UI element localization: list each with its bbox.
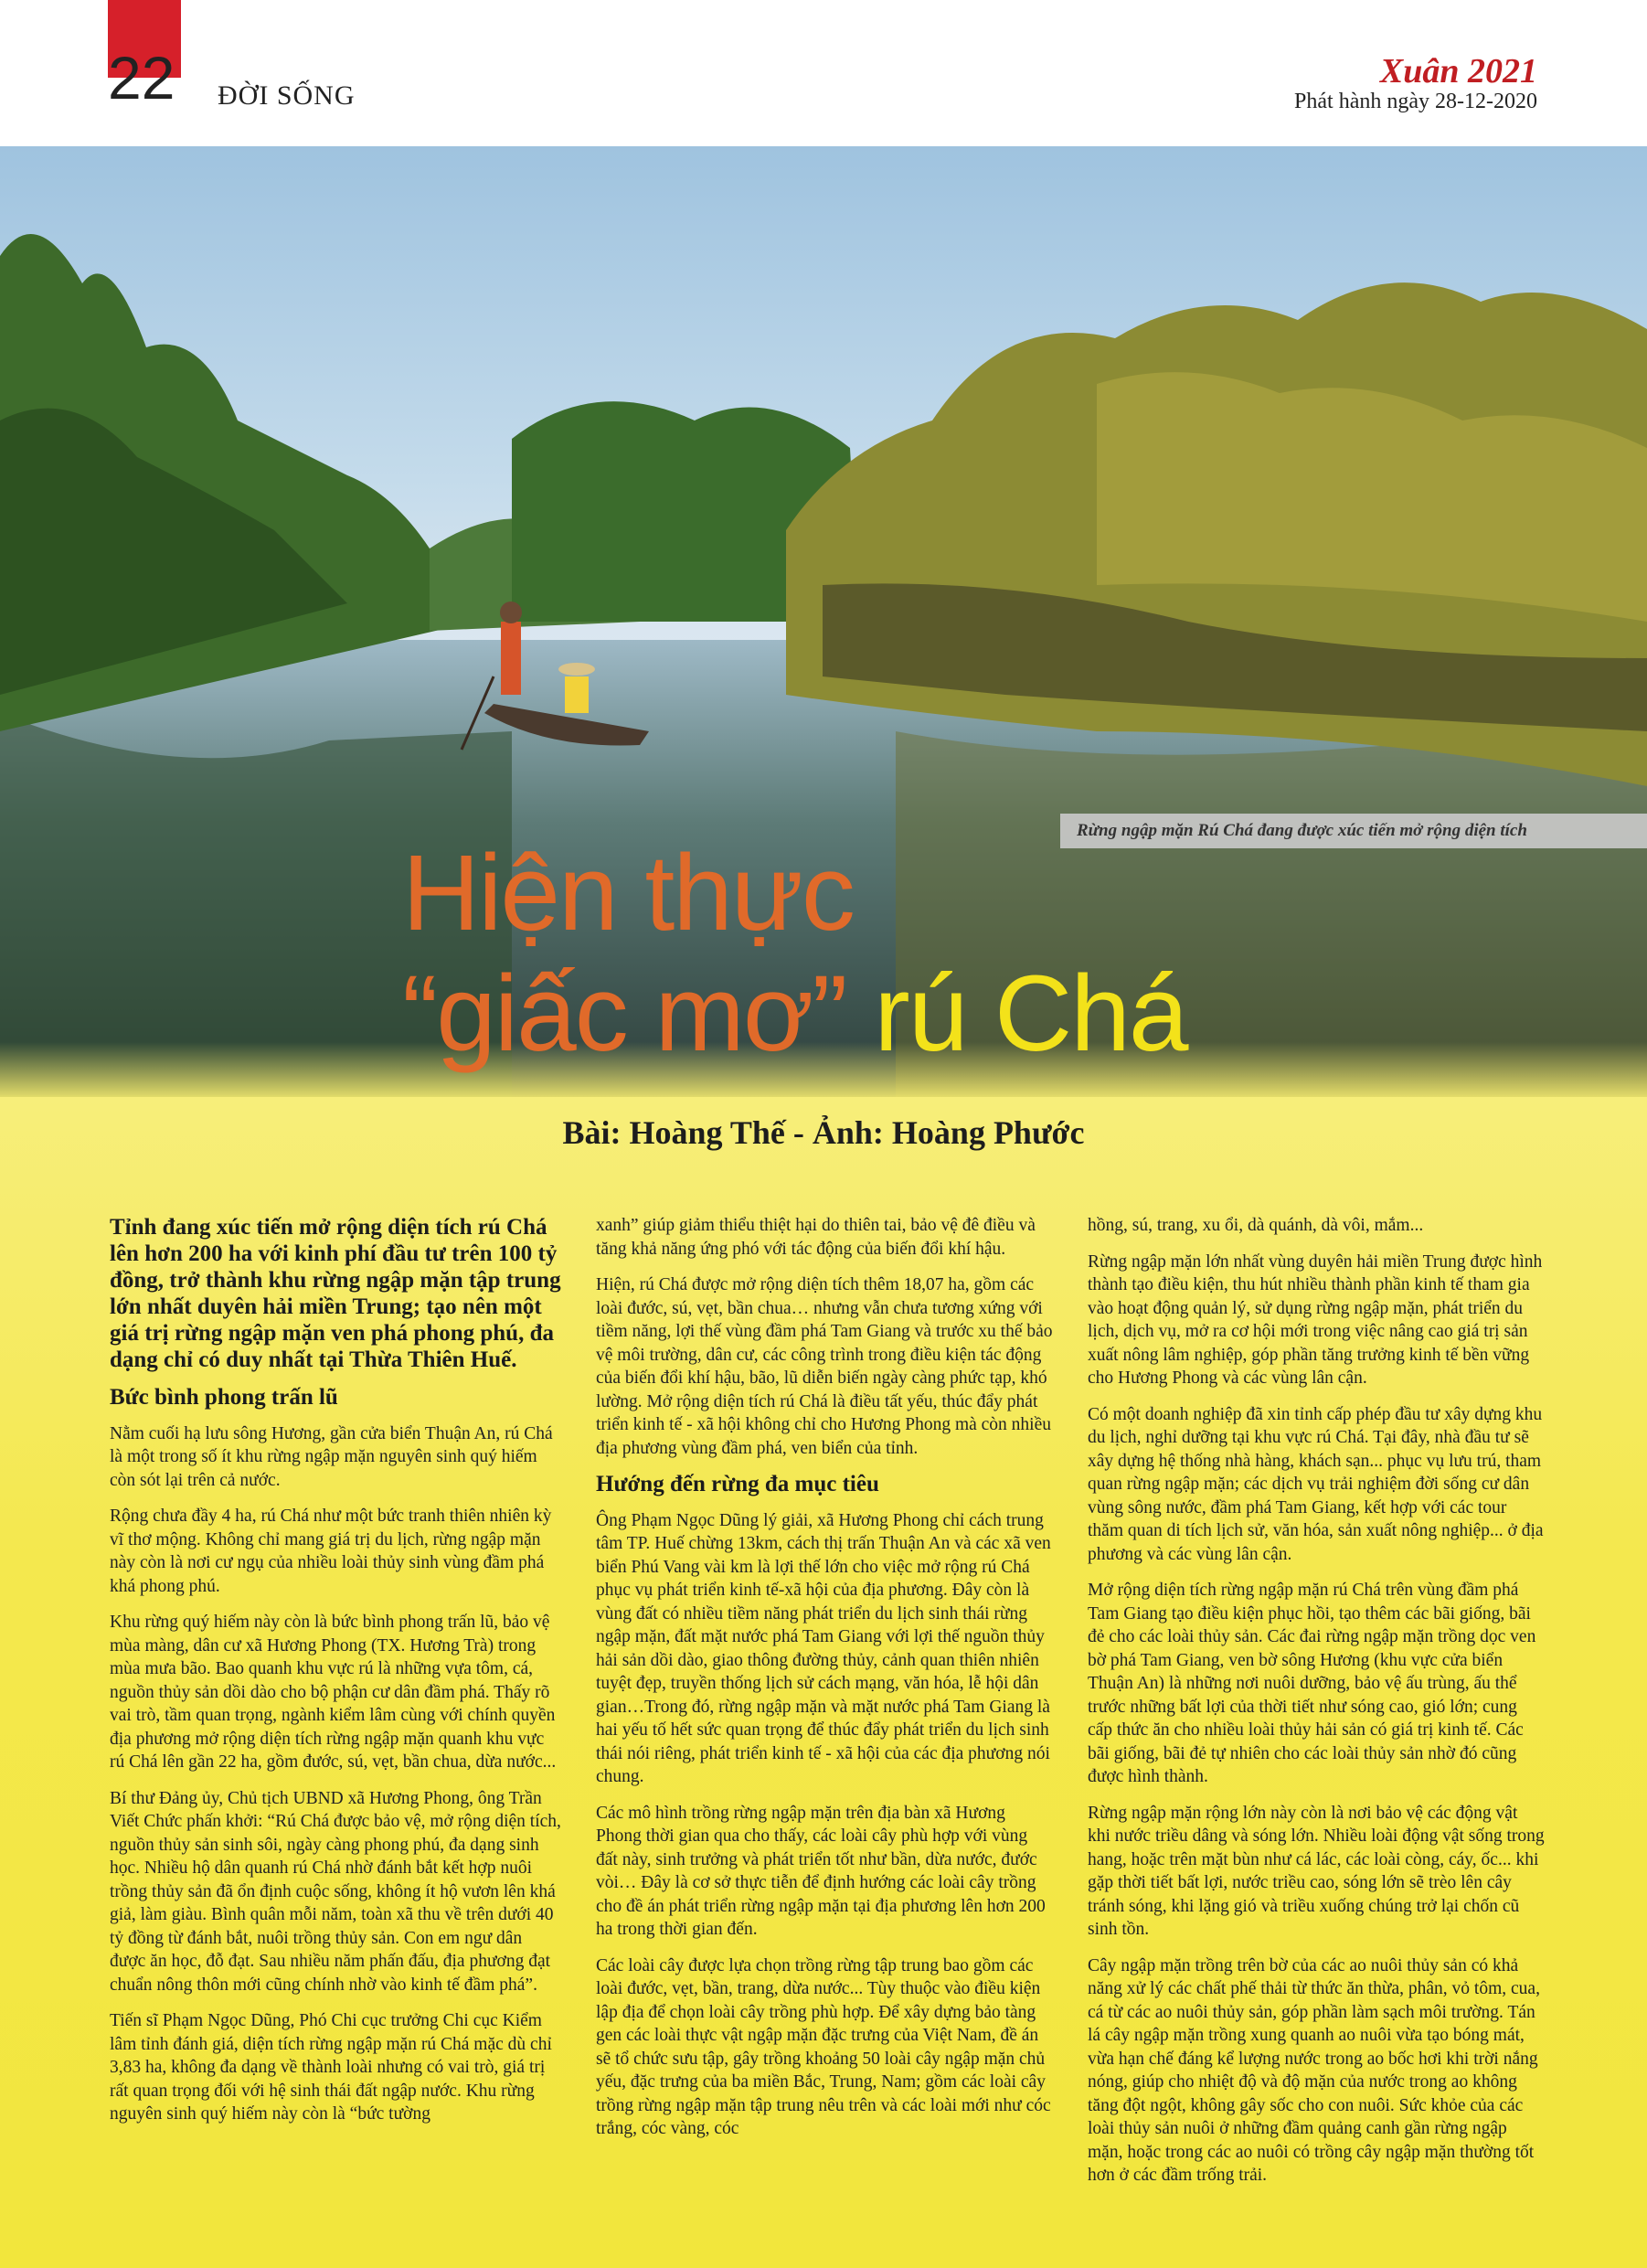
paragraph: Hiện, rú Chá được mở rộng diện tích thêm 18,07 ha, gồm các loài đước, sú, vẹt, bần chua… nhưng vẫn chưa tương xứng với tiềm năng, lợi thế vùng đầm phá Tam Giang và trước xu thế bảo vệ môi trường, dân cư, các công trình trong điều kiện tác động của biến đổi khí hậu, bão, lũ diễn biến ngày càng phức tạp, khó lường. Mở rộng diện tích rú Chá là điều tất yếu, thúc đẩy phát triển kinh tế - xã hội không chỉ cho Hương Phong mà còn nhiều địa phương vùng đầm phá, ven biển của tỉnh.: [596, 1275, 1053, 1458]
paragraph: Khu rừng quý hiếm này còn là bức bình phong trấn lũ, bảo vệ mùa màng, dân cư xã Hương Phong (TX. Hương Trà) trong mùa mưa bão. Bao quanh khu vực rú là những vựa tôm, cá, nguồn thủy sản dồi dào cho bộ phận cư dân đầm phá. Thấy rõ vai trò, tầm quan trọng, ngành kiểm lâm cùng với chính quyền địa phương mở rộng diện tích rừng ngập mặn quanh khu vực rú Chá lên gần 22 ha, gồm đước, sú, vẹt, bần chua, dừa nước...: [110, 1613, 557, 1772]
paragraph: Tiến sĩ Phạm Ngọc Dũng, Phó Chi cục trưởng Chi cục Kiểm lâm tỉnh đánh giá, diện tích rừng ngập mặn rú Chá mặc dù chỉ 3,83 ha, không đa dạng về thành loài nhưng có vai trò, giá trị rất quan trọng đối với hệ sinh thái đất ngập nước. Khu rừng nguyên sinh quý hiếm này còn là “bức tường: [110, 2011, 552, 2124]
photo-caption: Rừng ngập mặn Rú Chá đang được xúc tiến mở rộng diện tích: [1060, 814, 1647, 848]
article-column-2: [596, 1214, 1053, 2154]
paragraph: Nằm cuối hạ lưu sông Hương, gần cửa biển Thuận An, rú Chá là một trong số ít khu rừng ngập mặn nguyên sinh quý hiếm còn sót lại trên cả nước.: [110, 1423, 553, 1490]
headline-place: rú Chá: [874, 953, 1187, 1074]
section-name: ĐỜI SỐNG: [218, 80, 356, 111]
headline-quote: “giấc mơ”: [402, 953, 875, 1074]
paragraph: Mở rộng diện tích rừng ngập mặn rú Chá trên vùng đầm phá Tam Giang tạo điều kiện phục hồi, tạo thêm các bãi giống, bãi đẻ cho các loài thủy sản. Các đai rừng ngập mặn trồng dọc ven bờ phá Tam Giang, ven bờ sông Hương (khu vực cửa biển Thuận An) là những nơi nuôi dưỡng, bảo vệ ấu trùng, ấu thể trước những bất lợi của thời tiết như sóng cao, gió lớn; cung cấp thức ăn cho nhiều loài thủy hải sản có giá trị kinh tế. Các bãi giống, bãi đẻ tự nhiên cho các loài thủy sản nhờ đó cũng được hình thành.: [1088, 1581, 1536, 1786]
paragraph: Các mô hình trồng rừng ngập mặn trên địa bàn xã Hương Phong thời gian qua cho thấy, các loài cây phù hợp với vùng đất này, sinh trưởng và phát triển tốt như bần, dừa nước, đước vòi… Đây là cơ sở thực tiễn để định hướng các loài cây trồng cho đề án phát triển rừng ngập mặn tại địa phương lên hơn 200 ha trong thời gian đến.: [596, 1803, 1046, 1939]
headline-line2: [402, 953, 1187, 1074]
headline-line1: Hiện thực: [402, 833, 854, 953]
paragraph: Bí thư Đảng ủy, Chủ tịch UBND xã Hương Phong, ông Trần Viết Chức phấn khởi: “Rú Chá được bảo vệ, mở rộng diện tích, nguồn thủy sản sinh sôi, ngày càng phong phú, đa dạng sinh học. Nhiều hộ dân quanh rú Chá nhờ đánh bắt kết hợp nuôi trồng thủy sản đã ổn định cuộc sống, không ít hộ vươn lên khá giả, làm giàu. Bình quân mỗi năm, toàn xã thu về trên dưới 40 tỷ đồng từ đánh bắt, nuôi trồng thủy sản. Con em ngư dân được ăn học, đỗ đạt. Sau nhiều năm phấn đấu, địa phương đạt chuẩn nông thôn mới cũng chính nhờ vào kinh tế đầm phá”.: [110, 1788, 561, 1995]
page-number: 22: [108, 44, 175, 112]
paragraph: Rừng ngập mặn lớn nhất vùng duyên hải miền Trung được hình thành tạo điều kiện, thu hút nhiều thành phần kinh tế tham gia vào hoạt động quản lý, sử dụng rừng ngập mặn, phát triển du lịch, dịch vụ, mở ra cơ hội mới trong việc nâng cao giá trị sản xuất nông lâm nghiệp, góp phần tăng trưởng kinh tế bền vững cho Hương Phong và các vùng lân cận.: [1088, 1251, 1543, 1388]
article-column-3: [1088, 1214, 1545, 2200]
paragraph: Các loài cây được lựa chọn trồng rừng tập trung bao gồm các loài đước, vẹt, bần, trang, dừa nước... Tùy thuộc vào điều kiện lập địa để chọn loài cây trồng phù hợp. Để xây dựng bảo tàng gen các loài thực vật ngập mặn đặc trưng của Việt Nam, đề án sẽ tổ chức sưu tập, gây trồng khoảng 50 loài cây ngập mặn chủ yếu, đặc trưng của ba miền Bắc, Trung, Nam; gồm các loài cây trồng rừng ngập mặn tập trung nêu trên và các loài mới như cóc trắng, cóc vàng, cóc: [596, 1955, 1051, 2138]
paragraph: hồng, sú, trang, xu ổi, dà quánh, dà vôi, mắm...: [1088, 1216, 1424, 1235]
subheading-1: Bức bình phong trấn lũ: [110, 1385, 338, 1410]
issue-date: Phát hành ngày 28-12-2020: [1294, 90, 1537, 113]
subheading-2: Hướng đến rừng đa mục tiêu: [596, 1472, 879, 1496]
issue-title: Xuân 2021: [1379, 52, 1537, 91]
paragraph: xanh” giúp giảm thiểu thiệt hại do thiên tai, bảo vệ đê điều và tăng khả năng ứng phó với tác động của biến đổi khí hậu.: [596, 1216, 1036, 1259]
paragraph: Có một doanh nghiệp đã xin tỉnh cấp phép đầu tư xây dựng khu du lịch, nghỉ dưỡng tại khu vực rú Chá. Tại đây, nhà đầu tư sẽ xây dựng hệ thống nhà hàng, khách sạn... phục vụ lưu trú, tham quan rừng ngập mặn; các dịch vụ trải nghiệm đời sống cư dân vùng sông nước, đầm phá Tam Giang, kết hợp với các tour thăm quan di tích lịch sử, văn hóa, sản xuất nông nghiệp... ở địa phương và các vùng lân cận.: [1088, 1404, 1544, 1564]
paragraph: Rừng ngập mặn rộng lớn này còn là nơi bảo vệ các động vật khi nước triều dâng và sóng lớn. Nhiều loài động vật sống trong hang, hoặc trên mặt bùn như cá lác, các loài còng, cáy, ốc... khi gặp thời tiết bất lợi, nước triều cao, sóng lớn sẽ trèo lên cây tránh sóng, khi lặng gió và triều xuống chúng trở lại chốn cũ sinh tồn.: [1088, 1803, 1545, 1939]
paragraph: Cây ngập mặn trồng trên bờ của các ao nuôi thủy sản có khả năng xử lý các chất phế thải từ thức ăn thừa, phân, vỏ tôm, cua, cá từ các ao nuôi thủy sản, góp phần làm sạch môi trường. Tán lá cây ngập mặn trồng xung quanh ao nuôi vừa tạo bóng mát, vừa hạn chế đáng kể lượng nước trong ao bốc hơi khi trời nắng nóng, giúp cho nhiệt độ và độ mặn của nước trong ao không tăng đột ngột, không gây sốc cho con nuôi. Sức khỏe của các loài thủy sản nuôi ở những đầm quảng canh gần rừng ngập mặn, hoặc trong các ao nuôi có trồng cây ngập mặn thường tốt hơn ở các đầm trống trải.: [1088, 1955, 1540, 2185]
byline: Bài: Hoàng Thế - Ảnh: Hoàng Phước: [562, 1114, 1085, 1151]
article-column-1: [110, 1214, 561, 2139]
article-lead: Tỉnh đang xúc tiến mở rộng diện tích rú Chá lên hơn 200 ha với kinh phí đầu tư trên 100 tỷ đồng, trở thành khu rừng ngập mặn tập trung lớn nhất duyên hải miền Trung; tạo nên một giá trị rừng ngập mặn ven phá phong phú, đa dạng chỉ có duy nhất tại Thừa Thiên Huế.: [110, 1215, 561, 1372]
paragraph: Rộng chưa đầy 4 ha, rú Chá như một bức tranh thiên nhiên kỳ vĩ thơ mộng. Không chỉ mang giá trị du lịch, rừng ngập mặn này còn là nơi cư ngụ của nhiều loài thủy sinh vùng đầm phá khá phong phú.: [110, 1507, 552, 1596]
paragraph: Ông Phạm Ngọc Dũng lý giải, xã Hương Phong chỉ cách trung tâm TP. Huế chừng 13km, cách thị trấn Thuận An và các xã ven biển Phú Vang vài km là lợi thế lớn cho việc mở rộng rú Chá phục vụ phát triển kinh tế-xã hội của địa phương. Đây còn là vùng đất có nhiều tiềm năng phát triển du lịch sinh thái rừng ngập mặn, đất mặt nước phá Tam Giang với lợi thế nguồn thủy hải sản dồi dào, giao thông đường thủy, cảnh quan thiên nhiên tuyệt đẹp, truyền thống lịch sử cách mạng, văn hóa, lễ hội dân gian…Trong đó, rừng ngập mặn và mặt nước phá Tam Giang là hai yếu tố hết sức quan trọng để thúc đẩy phát triển du lịch sinh thái nói riêng, phát triển kinh tế - xã hội của các địa phương nói chung.: [596, 1510, 1051, 1786]
